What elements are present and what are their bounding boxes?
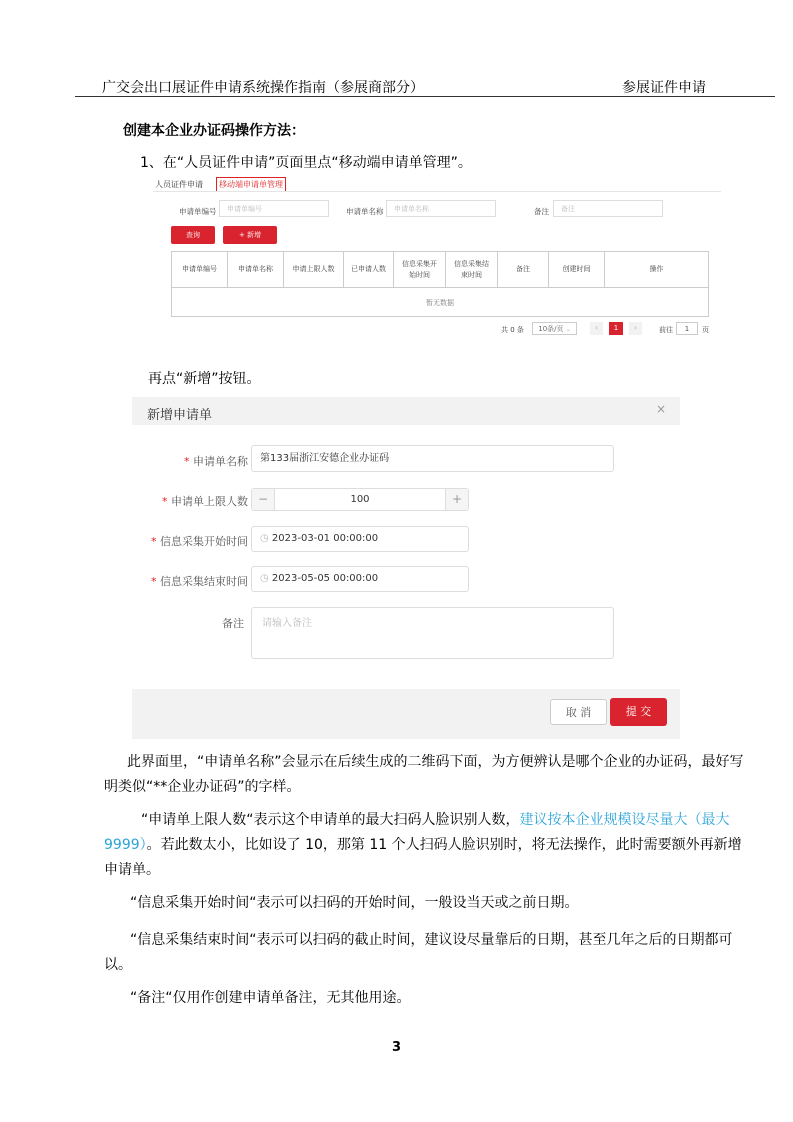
pager-page-suffix: 页 [702, 326, 709, 334]
column-header: 申请上限人数 [284, 252, 344, 287]
column-header: 信息采集开始时间 [394, 252, 446, 287]
field-label-limit [128, 493, 248, 509]
column-header: 操作 [649, 265, 664, 273]
filter-input-number[interactable]: 申请单编号 [219, 200, 329, 217]
pager-current-page[interactable]: 1 [609, 322, 623, 335]
cancel-button[interactable]: 取 消 [550, 699, 607, 725]
filter-input-name[interactable]: 申请单名称 [386, 200, 496, 217]
required-mark: * [184, 455, 190, 468]
clock-icon: ◷ [260, 573, 269, 584]
end-time-picker[interactable] [251, 566, 469, 592]
field-label-name [128, 453, 248, 469]
step-2-text: 再点“新增”按钮。 [148, 371, 261, 387]
field-label-remark: 备注 [222, 617, 244, 630]
paragraph-name-explanation: 此界面里，“申请单名称”会显示在后续生成的二维码下面，为方便辨认是哪个企业的办证码，最好写明类似“**企业办证码”的字样。 [104, 754, 744, 795]
field-label-start-time [128, 533, 248, 549]
pager-prev-button[interactable]: ‹ [590, 322, 603, 335]
pager-goto-input[interactable]: 1 [676, 322, 698, 335]
column-header: 创建时间 [549, 252, 605, 287]
end-time-value: 2023-05-05 00:00:00 [271, 573, 379, 584]
paragraph-text: 。若此数太小，比如设了 10，那第 11 个人扫码人脸识别时，将无法操作，此时需要额外再新增申请单。 [104, 837, 742, 878]
pager-next-button[interactable]: › [629, 322, 642, 335]
query-button[interactable]: 查询 [171, 226, 215, 244]
header-divider [75, 96, 775, 97]
dialog-header [132, 397, 680, 425]
doc-header-section: 参展证件申请 [622, 80, 706, 96]
section-title: 创建本企业办证码操作方法： [123, 123, 305, 139]
empty-table-text: 暂无数据 [426, 299, 454, 307]
application-table [171, 251, 709, 317]
pager-total: 共 0 条 [501, 326, 524, 334]
label-text: 信息采集结束时间 [160, 575, 248, 588]
field-label-end-time [128, 573, 248, 589]
application-list-screenshot [143, 172, 718, 342]
label-text: 申请单上限人数 [171, 495, 248, 508]
new-application-dialog [132, 397, 680, 739]
required-mark: * [162, 495, 168, 508]
doc-header-title: 广交会出口展证件申请系统操作指南（参展商部分） [102, 80, 424, 96]
column-header: 申请单名称 [228, 252, 284, 287]
close-icon[interactable]: × [655, 402, 666, 416]
table-header-row [172, 252, 708, 288]
paragraph-limit-explanation [104, 808, 744, 883]
paragraph-start-time: “信息采集开始时间“表示可以扫码的开始时间，一般设当天或之前日期。 [130, 895, 579, 911]
required-mark: * [151, 535, 157, 548]
add-button[interactable]: + 新增 [223, 226, 277, 244]
application-name-input[interactable]: 第133届浙江安德企业办证码 [251, 445, 614, 472]
tab-divider [153, 191, 721, 192]
chevron-down-icon: ⌄ [565, 326, 571, 333]
filter-label-number: 申请单编号 [179, 207, 217, 216]
start-time-picker[interactable] [251, 526, 469, 552]
filter-label-name: 申请单名称 [346, 207, 384, 216]
tab-mobile-application-management[interactable]: 移动端申请单管理 [216, 177, 286, 192]
remark-textarea[interactable]: 请输入备注 [251, 607, 614, 659]
tab-personnel-application[interactable]: 人员证件申请 [155, 180, 203, 189]
paragraph-text: “申请单上限人数“表示这个申请单的最大扫码人脸识别人数， [141, 812, 520, 828]
required-mark: * [151, 575, 157, 588]
pager-goto-label: 前往 [659, 326, 673, 334]
submit-button[interactable]: 提 交 [610, 698, 667, 726]
page-size-value: 10条/页 [538, 325, 564, 333]
step-1-text: 1、在“人员证件申请”页面里点“移动端申请单管理”。 [140, 155, 472, 171]
filter-input-remark[interactable]: 备注 [553, 200, 663, 217]
column-header: 备注 [498, 252, 549, 287]
dialog-title: 新增申请单 [147, 408, 213, 423]
column-header: 已申请人数 [344, 252, 394, 287]
limit-value[interactable]: 100 [350, 494, 370, 505]
clock-icon: ◷ [260, 533, 269, 544]
increment-button[interactable]: + [445, 489, 468, 510]
label-text: 信息采集开始时间 [160, 535, 248, 548]
filter-label-remark: 备注 [534, 207, 549, 216]
label-text: 申请单名称 [193, 455, 248, 468]
column-header: 申请单编号 [172, 252, 228, 287]
page-number: 3 [391, 1040, 402, 1055]
paragraph-end-time: “信息采集结束时间“表示可以扫码的截止时间，建议设尽量靠后的日期，甚至几年之后的日期都可以。 [104, 932, 733, 973]
column-header: 信息采集结束时间 [446, 252, 498, 287]
decrement-button[interactable]: − [252, 489, 275, 510]
paragraph-remark: “备注“仅用作创建申请单备注，无其他用途。 [130, 990, 411, 1006]
page-size-select[interactable] [532, 322, 577, 335]
highlighted-recommendation: 建议按本企业规模设尽量大（最大 9999） [104, 812, 730, 853]
limit-stepper [251, 488, 469, 511]
start-time-value: 2023-03-01 00:00:00 [271, 533, 379, 544]
